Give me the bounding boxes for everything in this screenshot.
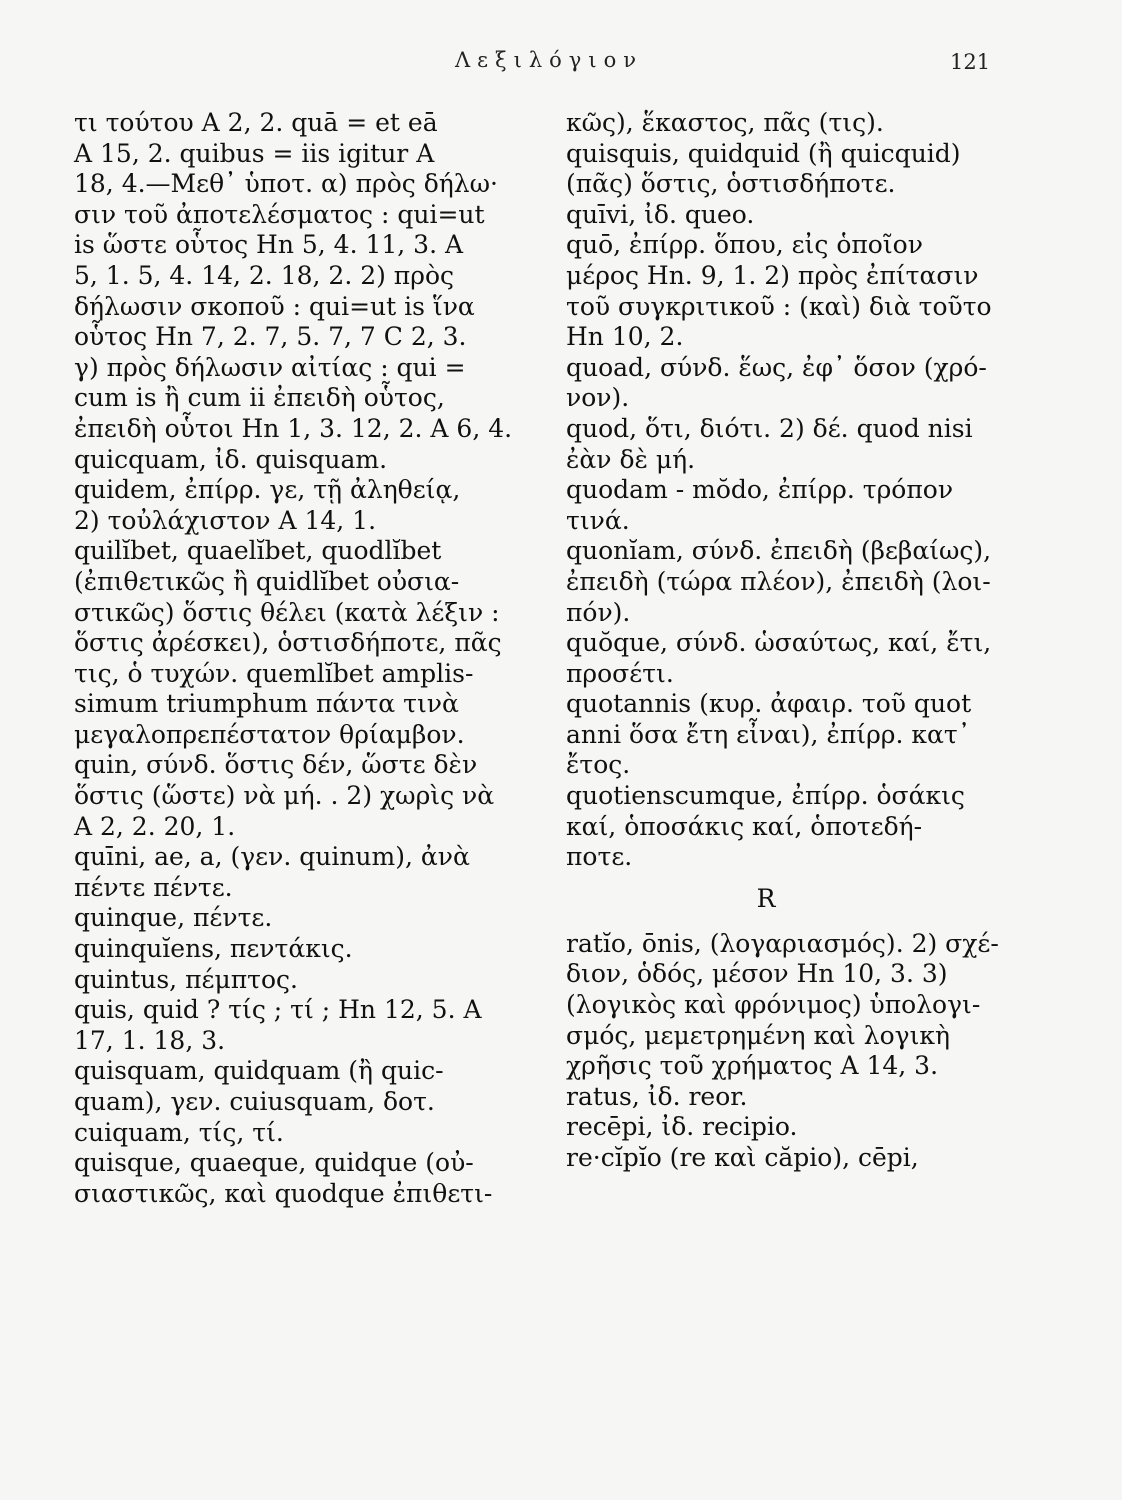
entry-line: σμός, μεμετρημένη καὶ λογικὴ — [566, 1020, 950, 1050]
entry-line: πόν). — [566, 597, 631, 627]
entry-line: quisque, quaeque, quidque (οὐ- — [74, 1148, 474, 1178]
entry-line: quō, ἐπίρρ. ὅπου, εἰς ὁποῖον — [566, 230, 923, 260]
entry-line: quam), γεν. cuiusquam, δοτ. — [74, 1087, 435, 1116]
entry-line: quidem, ἐπίρρ. γε, τῇ ἀληθείᾳ, — [74, 475, 461, 505]
entry-line: quis, quid ? τίς ; τί ; Hn 12, 5. A — [74, 995, 482, 1025]
entry-line: is ὥστε οὗτος Hn 5, 4. 11, 3. A — [74, 230, 464, 260]
running-head: Λεξιλόγιον — [455, 48, 643, 72]
entry-line: τις, ὁ τυχών. quemlĭbet amplis- — [74, 658, 474, 688]
right-column-entries-q — [566, 108, 992, 873]
entry-line: quinque, πέντε. — [74, 903, 273, 933]
entry-line: quicquam, ἰδ. quisquam. — [74, 444, 388, 474]
entry-line: ποτε. — [566, 842, 633, 872]
entry-line: μέρος Hn. 9, 1. 2) πρὸς ἐπίτασιν — [566, 260, 979, 290]
entry-line: ἔτος. — [566, 750, 631, 780]
entry-line: quotienscumque, ἐπίρρ. ὁσάκις — [566, 781, 965, 811]
entry-line: τι τούτου A 2, 2. quā = et eā — [74, 108, 438, 137]
entry-line: σιαστικῶς, καὶ quodque ἐπιθετι- — [74, 1178, 493, 1208]
entry-line: re·cĭpĭo (re καὶ căpio), cēpi, — [566, 1143, 919, 1172]
entry-line: quisquis, quidquid (ἢ quicquid) — [566, 138, 961, 168]
entry-line: quinquĭens, πεντάκις. — [74, 934, 353, 964]
entry-line: δήλωσιν σκοποῦ : qui=ut is ἵνα — [74, 291, 475, 321]
entry-line: ἐπειδὴ (τώρα πλέον), ἐπειδὴ (λοι- — [566, 566, 991, 596]
entry-line: quonĭam, σύνδ. ἐπειδὴ (βεβαίως), — [566, 536, 992, 566]
entry-line: καί, ὁποσάκις καί, ὁποτεδή- — [566, 811, 923, 841]
entry-line: quintus, πέμπτος. — [74, 964, 298, 994]
entry-line: διον, ὁδός, μέσον Hn 10, 3. 3) — [566, 959, 948, 989]
entry-line: 2) τοὐλάχιστον A 14, 1. — [74, 505, 377, 535]
entry-line: quīvi, ἰδ. queo. — [566, 199, 755, 229]
entry-line: οὗτος Hn 7, 2. 7, 5. 7, 7 C 2, 3. — [74, 322, 467, 352]
entry-line: μεγαλοπρεπέστατον θρίαμβον. — [74, 719, 465, 749]
entry-line: (πᾶς) ὅστις, ὁστισδήποτε. — [566, 169, 896, 199]
left-column — [74, 108, 544, 1209]
entry-line: simum triumphum πάντα τινὰ — [74, 689, 459, 719]
entry-line: ὅστις (ὥστε) νὰ μή. . 2) χωρὶς νὰ — [74, 781, 495, 811]
entry-line: τοῦ συγκριτικοῦ : (καὶ) διὰ τοῦτο — [566, 291, 992, 321]
right-column — [566, 108, 999, 1174]
entry-line: χρῆσις τοῦ χρήματος A 14, 3. — [566, 1051, 939, 1081]
entry-line: στικῶς) ὅστις θέλει (κατὰ λέξιν : — [74, 597, 500, 627]
entry-line: quodam - mŏdo, ἐπίρρ. τρόπον — [566, 475, 954, 505]
entry-line: νον). — [566, 383, 630, 413]
entry-line: ὅστις ἀρέσκει), ὁστισδήποτε, πᾶς — [74, 628, 502, 658]
entry-line: σιν τοῦ ἀποτελέσματος : qui=ut — [74, 199, 485, 229]
entry-line: κῶς), ἕκαστος, πᾶς (τις). — [566, 108, 884, 137]
entry-line: (λογικὸς καὶ φρόνιμος) ὑπολογι- — [566, 990, 981, 1020]
entry-line: cum is ἢ cum ii ἐπειδὴ οὗτος, — [74, 383, 445, 413]
entry-line: cuiquam, τίς, τί. — [74, 1117, 284, 1147]
entry-line: quīni, ae, a, (γεν. quinum), ἀνὰ — [74, 842, 470, 872]
entry-line: quod, ὅτι, διότι. 2) δέ. quod nisi — [566, 413, 973, 443]
entry-line: τινά. — [566, 505, 630, 535]
right-column-entries-r — [566, 928, 999, 1174]
entry-line: quisquam, quidquam (ἢ quic- — [74, 1056, 444, 1086]
entry-line: Hn 10, 2. — [566, 322, 684, 352]
entry-line: προσέτι. — [566, 658, 674, 688]
entry-line: 5, 1. 5, 4. 14, 2. 18, 2. 2) πρὸς — [74, 260, 454, 290]
entry-line: A 2, 2. 20, 1. — [74, 811, 236, 841]
entry-line: A 15, 2. quibus = iis igitur A — [74, 138, 435, 168]
entry-line: (ἐπιθετικῶς ἢ quidlĭbet οὐσια- — [74, 566, 460, 596]
entry-line: ratĭo, ōnis, (λογαριασμός). 2) σχέ- — [566, 928, 999, 958]
entry-line: quotannis (κυρ. ἀφαιρ. τοῦ quot — [566, 689, 972, 719]
entry-line: ratus, ἰδ. reor. — [566, 1081, 748, 1111]
entry-line: anni ὅσα ἔτη εἶναι), ἐπίρρ. κατ᾽ — [566, 719, 971, 749]
entry-line: γ) πρὸς δήλωσιν αἰτίας : qui = — [74, 352, 466, 382]
page-number: 121 — [950, 50, 991, 74]
entry-line: quŏque, σύνδ. ὡσαύτως, καί, ἔτι, — [566, 628, 992, 658]
entry-line: πέντε πέντε. — [74, 872, 233, 902]
entry-line: ἐὰν δὲ μή. — [566, 444, 696, 474]
entry-line: recēpi, ἰδ. recipio. — [566, 1112, 798, 1142]
entry-line: quin, σύνδ. ὅστις δέν, ὥστε δὲν — [74, 750, 478, 780]
section-letter-heading: R — [756, 883, 776, 913]
entry-line: 17, 1. 18, 3. — [74, 1025, 226, 1055]
entry-line: quilĭbet, quaelĭbet, quodlĭbet — [74, 536, 442, 566]
entry-line: ἐπειδὴ οὗτοι Hn 1, 3. 12, 2. A 6, 4. — [74, 413, 513, 443]
entry-line: 18, 4.—Μεθ᾽ ὑποτ. α) πρὸς δήλω· — [74, 169, 498, 199]
entry-line: quoad, σύνδ. ἕως, ἐφ᾽ ὅσον (χρό- — [566, 352, 987, 382]
